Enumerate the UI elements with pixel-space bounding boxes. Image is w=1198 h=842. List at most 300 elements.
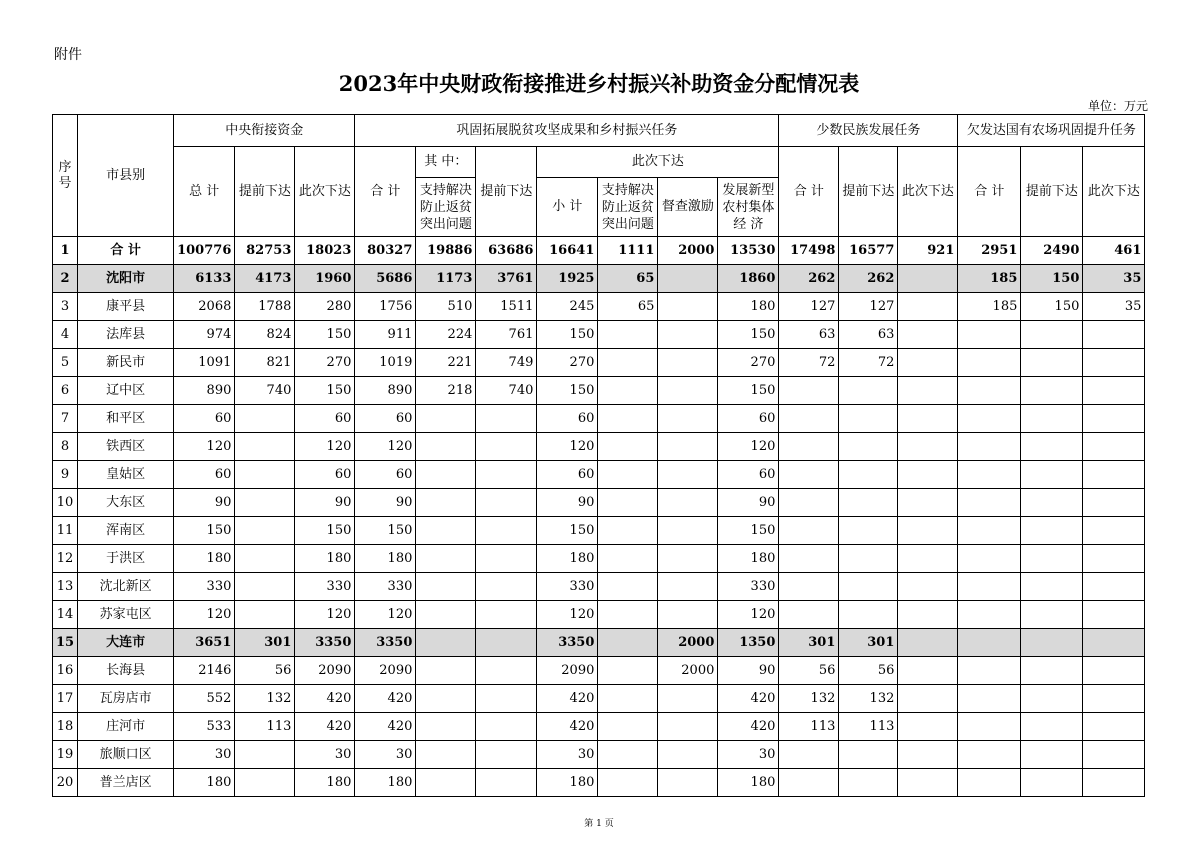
value-cell: 270 bbox=[537, 349, 598, 377]
value-cell: 120 bbox=[355, 433, 416, 461]
value-cell bbox=[658, 601, 718, 629]
value-cell bbox=[1021, 713, 1083, 741]
county-cell: 普兰店区 bbox=[78, 769, 174, 797]
value-cell: 280 bbox=[295, 293, 355, 321]
seq-cell: 20 bbox=[53, 769, 78, 797]
value-cell: 150 bbox=[718, 321, 779, 349]
value-cell bbox=[235, 433, 295, 461]
value-cell bbox=[658, 265, 718, 293]
value-cell: 132 bbox=[839, 685, 898, 713]
value-cell bbox=[235, 461, 295, 489]
table-row bbox=[53, 657, 1145, 685]
value-cell: 60 bbox=[174, 405, 235, 433]
table-row bbox=[53, 461, 1145, 489]
seq-cell: 19 bbox=[53, 741, 78, 769]
table-row bbox=[53, 517, 1145, 545]
value-cell bbox=[476, 601, 537, 629]
value-cell bbox=[779, 405, 839, 433]
table-row bbox=[53, 545, 1145, 573]
value-cell bbox=[898, 601, 958, 629]
value-cell bbox=[658, 461, 718, 489]
value-cell bbox=[658, 741, 718, 769]
table-row bbox=[53, 573, 1145, 601]
value-cell: 13530 bbox=[718, 237, 779, 265]
value-cell: 180 bbox=[174, 769, 235, 797]
value-cell bbox=[1021, 377, 1083, 405]
value-cell bbox=[1021, 573, 1083, 601]
header-minority: 少数民族发展任务 bbox=[779, 115, 958, 147]
value-cell: 120 bbox=[537, 433, 598, 461]
value-cell bbox=[235, 517, 295, 545]
value-cell: 1350 bbox=[718, 629, 779, 657]
value-cell: 330 bbox=[718, 573, 779, 601]
value-cell bbox=[658, 517, 718, 545]
value-cell: 63686 bbox=[476, 237, 537, 265]
value-cell bbox=[1083, 741, 1145, 769]
value-cell: 552 bbox=[174, 685, 235, 713]
seq-cell: 7 bbox=[53, 405, 78, 433]
value-cell bbox=[235, 601, 295, 629]
county-cell: 庄河市 bbox=[78, 713, 174, 741]
value-cell bbox=[1021, 517, 1083, 545]
value-cell: 120 bbox=[718, 433, 779, 461]
value-cell: 221 bbox=[416, 349, 476, 377]
value-cell: 113 bbox=[235, 713, 295, 741]
seq-cell: 11 bbox=[53, 517, 78, 545]
value-cell bbox=[416, 713, 476, 741]
value-cell: 301 bbox=[779, 629, 839, 657]
value-cell: 180 bbox=[537, 769, 598, 797]
header-county: 市县别 bbox=[78, 115, 174, 237]
value-cell: 90 bbox=[355, 489, 416, 517]
value-cell: 1860 bbox=[718, 265, 779, 293]
value-cell: 90 bbox=[718, 657, 779, 685]
value-cell bbox=[1083, 377, 1145, 405]
value-cell: 185 bbox=[958, 265, 1021, 293]
county-cell: 新民市 bbox=[78, 349, 174, 377]
value-cell: 1788 bbox=[235, 293, 295, 321]
value-cell: 1960 bbox=[295, 265, 355, 293]
value-cell bbox=[658, 769, 718, 797]
value-cell: 890 bbox=[355, 377, 416, 405]
value-cell bbox=[598, 517, 658, 545]
value-cell bbox=[598, 713, 658, 741]
value-cell: 63 bbox=[779, 321, 839, 349]
value-cell bbox=[1021, 601, 1083, 629]
table-row bbox=[53, 321, 1145, 349]
value-cell: 60 bbox=[718, 405, 779, 433]
header-subtotal: 小 计 bbox=[537, 178, 598, 237]
value-cell: 150 bbox=[295, 321, 355, 349]
value-cell bbox=[1083, 349, 1145, 377]
value-cell bbox=[1083, 405, 1145, 433]
value-cell: 911 bbox=[355, 321, 416, 349]
value-cell bbox=[958, 741, 1021, 769]
value-cell: 150 bbox=[355, 517, 416, 545]
value-cell bbox=[779, 769, 839, 797]
value-cell bbox=[476, 545, 537, 573]
value-cell bbox=[898, 629, 958, 657]
value-cell bbox=[598, 321, 658, 349]
header-supervise: 督查激励 bbox=[658, 178, 718, 237]
value-cell: 330 bbox=[174, 573, 235, 601]
value-cell bbox=[416, 433, 476, 461]
value-cell: 60 bbox=[537, 461, 598, 489]
header-minority-early: 提前下达 bbox=[839, 147, 898, 237]
value-cell: 30 bbox=[537, 741, 598, 769]
value-cell bbox=[658, 349, 718, 377]
county-cell: 和平区 bbox=[78, 405, 174, 433]
value-cell bbox=[958, 573, 1021, 601]
value-cell bbox=[779, 517, 839, 545]
value-cell: 60 bbox=[295, 461, 355, 489]
value-cell: 824 bbox=[235, 321, 295, 349]
value-cell bbox=[416, 685, 476, 713]
value-cell: 120 bbox=[295, 433, 355, 461]
value-cell bbox=[476, 657, 537, 685]
seq-cell: 4 bbox=[53, 321, 78, 349]
value-cell: 749 bbox=[476, 349, 537, 377]
value-cell: 1756 bbox=[355, 293, 416, 321]
value-cell: 3350 bbox=[295, 629, 355, 657]
value-cell: 3350 bbox=[537, 629, 598, 657]
value-cell bbox=[958, 713, 1021, 741]
value-cell bbox=[839, 489, 898, 517]
value-cell bbox=[898, 321, 958, 349]
value-cell: 63 bbox=[839, 321, 898, 349]
value-cell: 150 bbox=[537, 321, 598, 349]
value-cell bbox=[779, 741, 839, 769]
value-cell bbox=[598, 601, 658, 629]
value-cell bbox=[598, 657, 658, 685]
seq-cell: 14 bbox=[53, 601, 78, 629]
value-cell: 301 bbox=[839, 629, 898, 657]
value-cell bbox=[1083, 461, 1145, 489]
value-cell: 120 bbox=[174, 433, 235, 461]
value-cell bbox=[416, 601, 476, 629]
value-cell: 113 bbox=[779, 713, 839, 741]
value-cell: 740 bbox=[476, 377, 537, 405]
value-cell bbox=[658, 713, 718, 741]
county-cell: 合 计 bbox=[78, 237, 174, 265]
value-cell bbox=[476, 405, 537, 433]
value-cell bbox=[958, 517, 1021, 545]
value-cell bbox=[476, 629, 537, 657]
value-cell bbox=[416, 769, 476, 797]
value-cell bbox=[898, 713, 958, 741]
value-cell: 180 bbox=[355, 769, 416, 797]
value-cell: 113 bbox=[839, 713, 898, 741]
county-cell: 辽中区 bbox=[78, 377, 174, 405]
value-cell bbox=[476, 573, 537, 601]
value-cell: 56 bbox=[839, 657, 898, 685]
seq-cell: 8 bbox=[53, 433, 78, 461]
value-cell: 90 bbox=[295, 489, 355, 517]
value-cell: 3761 bbox=[476, 265, 537, 293]
value-cell: 761 bbox=[476, 321, 537, 349]
value-cell bbox=[1021, 769, 1083, 797]
header-farm-now: 此次下达 bbox=[1083, 147, 1145, 237]
header-support-early: 支持解决防止返贫突出问题 bbox=[416, 178, 476, 237]
value-cell bbox=[958, 321, 1021, 349]
county-cell: 于洪区 bbox=[78, 545, 174, 573]
value-cell: 180 bbox=[718, 545, 779, 573]
value-cell: 1173 bbox=[416, 265, 476, 293]
value-cell: 16641 bbox=[537, 237, 598, 265]
value-cell: 2090 bbox=[537, 657, 598, 685]
value-cell: 60 bbox=[537, 405, 598, 433]
value-cell: 60 bbox=[718, 461, 779, 489]
value-cell: 330 bbox=[355, 573, 416, 601]
value-cell: 180 bbox=[537, 545, 598, 573]
value-cell bbox=[898, 769, 958, 797]
value-cell bbox=[235, 573, 295, 601]
county-cell: 大连市 bbox=[78, 629, 174, 657]
page-title: 2023年中央财政衔接推进乡村振兴补助资金分配情况表 bbox=[338, 71, 860, 96]
value-cell: 185 bbox=[958, 293, 1021, 321]
value-cell bbox=[839, 433, 898, 461]
value-cell bbox=[1021, 657, 1083, 685]
table-row bbox=[53, 741, 1145, 769]
value-cell bbox=[598, 769, 658, 797]
value-cell bbox=[839, 517, 898, 545]
value-cell bbox=[1083, 517, 1145, 545]
value-cell: 420 bbox=[718, 713, 779, 741]
header-central: 中央衔接资金 bbox=[174, 115, 355, 147]
value-cell: 72 bbox=[839, 349, 898, 377]
value-cell bbox=[958, 377, 1021, 405]
value-cell bbox=[416, 629, 476, 657]
value-cell: 330 bbox=[537, 573, 598, 601]
value-cell: 150 bbox=[537, 377, 598, 405]
value-cell: 90 bbox=[174, 489, 235, 517]
value-cell bbox=[598, 629, 658, 657]
value-cell bbox=[1021, 461, 1083, 489]
value-cell bbox=[1083, 601, 1145, 629]
value-cell: 3651 bbox=[174, 629, 235, 657]
header-farm-total: 合 计 bbox=[958, 147, 1021, 237]
value-cell: 60 bbox=[174, 461, 235, 489]
county-cell: 瓦房店市 bbox=[78, 685, 174, 713]
seq-cell: 6 bbox=[53, 377, 78, 405]
value-cell: 821 bbox=[235, 349, 295, 377]
value-cell bbox=[839, 461, 898, 489]
county-cell: 康平县 bbox=[78, 293, 174, 321]
header-farm: 欠发达国有农场巩固提升任务 bbox=[958, 115, 1145, 147]
value-cell bbox=[779, 601, 839, 629]
value-cell bbox=[898, 377, 958, 405]
value-cell bbox=[779, 377, 839, 405]
value-cell: 180 bbox=[295, 545, 355, 573]
header-consolidate-early: 提前下达 bbox=[476, 147, 537, 237]
county-cell: 铁西区 bbox=[78, 433, 174, 461]
header-support-now: 支持解决防止返贫突出问题 bbox=[598, 178, 658, 237]
value-cell: 420 bbox=[718, 685, 779, 713]
value-cell bbox=[416, 657, 476, 685]
value-cell bbox=[839, 573, 898, 601]
county-cell: 沈阳市 bbox=[78, 265, 174, 293]
value-cell: 35 bbox=[1083, 293, 1145, 321]
value-cell bbox=[779, 461, 839, 489]
value-cell bbox=[898, 657, 958, 685]
value-cell bbox=[416, 517, 476, 545]
value-cell: 461 bbox=[1083, 237, 1145, 265]
header-develop: 发展新型农村集体经 济 bbox=[718, 178, 779, 237]
county-cell: 浑南区 bbox=[78, 517, 174, 545]
value-cell bbox=[476, 433, 537, 461]
header-farm-early: 提前下达 bbox=[1021, 147, 1083, 237]
value-cell: 127 bbox=[779, 293, 839, 321]
value-cell bbox=[958, 405, 1021, 433]
value-cell: 132 bbox=[235, 685, 295, 713]
value-cell: 2090 bbox=[295, 657, 355, 685]
value-cell: 180 bbox=[355, 545, 416, 573]
value-cell bbox=[658, 321, 718, 349]
value-cell: 150 bbox=[295, 377, 355, 405]
value-cell: 218 bbox=[416, 377, 476, 405]
header-minority-now: 此次下达 bbox=[898, 147, 958, 237]
value-cell: 150 bbox=[174, 517, 235, 545]
value-cell bbox=[898, 265, 958, 293]
value-cell bbox=[476, 461, 537, 489]
value-cell bbox=[958, 545, 1021, 573]
value-cell bbox=[898, 741, 958, 769]
value-cell: 180 bbox=[718, 293, 779, 321]
value-cell bbox=[416, 573, 476, 601]
value-cell bbox=[235, 405, 295, 433]
page-number: 第 1 页 bbox=[584, 819, 614, 829]
value-cell: 60 bbox=[355, 405, 416, 433]
value-cell: 56 bbox=[235, 657, 295, 685]
attachment-label: 附件 bbox=[54, 47, 82, 63]
value-cell: 2000 bbox=[658, 657, 718, 685]
value-cell: 270 bbox=[718, 349, 779, 377]
value-cell bbox=[476, 489, 537, 517]
value-cell: 420 bbox=[295, 713, 355, 741]
seq-cell: 1 bbox=[53, 237, 78, 265]
value-cell: 2490 bbox=[1021, 237, 1083, 265]
value-cell bbox=[1021, 629, 1083, 657]
value-cell bbox=[598, 545, 658, 573]
header-central-total: 总 计 bbox=[174, 147, 235, 237]
value-cell: 2090 bbox=[355, 657, 416, 685]
value-cell bbox=[598, 433, 658, 461]
header-consolidate: 巩固拓展脱贫攻坚成果和乡村振兴任务 bbox=[355, 115, 779, 147]
value-cell: 533 bbox=[174, 713, 235, 741]
seq-cell: 12 bbox=[53, 545, 78, 573]
value-cell: 120 bbox=[295, 601, 355, 629]
value-cell bbox=[1083, 321, 1145, 349]
table-row bbox=[53, 713, 1145, 741]
value-cell: 82753 bbox=[235, 237, 295, 265]
value-cell bbox=[658, 545, 718, 573]
seq-cell: 17 bbox=[53, 685, 78, 713]
value-cell bbox=[658, 685, 718, 713]
value-cell bbox=[779, 433, 839, 461]
value-cell bbox=[958, 629, 1021, 657]
value-cell bbox=[598, 461, 658, 489]
value-cell bbox=[1083, 545, 1145, 573]
value-cell: 60 bbox=[295, 405, 355, 433]
value-cell bbox=[235, 741, 295, 769]
header-this-batch: 此次下达 bbox=[537, 147, 779, 178]
seq-cell: 3 bbox=[53, 293, 78, 321]
value-cell bbox=[898, 433, 958, 461]
value-cell bbox=[235, 489, 295, 517]
value-cell: 90 bbox=[537, 489, 598, 517]
value-cell bbox=[898, 573, 958, 601]
value-cell bbox=[658, 405, 718, 433]
seq-cell: 9 bbox=[53, 461, 78, 489]
county-cell: 沈北新区 bbox=[78, 573, 174, 601]
value-cell: 16577 bbox=[839, 237, 898, 265]
value-cell: 120 bbox=[174, 601, 235, 629]
value-cell bbox=[1021, 321, 1083, 349]
value-cell bbox=[598, 685, 658, 713]
value-cell bbox=[1083, 573, 1145, 601]
value-cell bbox=[658, 573, 718, 601]
value-cell bbox=[958, 685, 1021, 713]
table-row bbox=[53, 349, 1145, 377]
value-cell: 301 bbox=[235, 629, 295, 657]
table-row bbox=[53, 265, 1145, 293]
value-cell: 921 bbox=[898, 237, 958, 265]
value-cell bbox=[658, 293, 718, 321]
seq-cell: 18 bbox=[53, 713, 78, 741]
county-cell: 大东区 bbox=[78, 489, 174, 517]
value-cell: 262 bbox=[839, 265, 898, 293]
value-cell bbox=[476, 517, 537, 545]
value-cell bbox=[598, 573, 658, 601]
value-cell bbox=[958, 461, 1021, 489]
value-cell: 2146 bbox=[174, 657, 235, 685]
value-cell: 17498 bbox=[779, 237, 839, 265]
value-cell: 150 bbox=[295, 517, 355, 545]
seq-cell: 10 bbox=[53, 489, 78, 517]
value-cell: 56 bbox=[779, 657, 839, 685]
value-cell: 120 bbox=[355, 601, 416, 629]
value-cell bbox=[598, 349, 658, 377]
value-cell bbox=[416, 741, 476, 769]
value-cell bbox=[235, 545, 295, 573]
value-cell: 60 bbox=[355, 461, 416, 489]
value-cell: 6133 bbox=[174, 265, 235, 293]
value-cell: 180 bbox=[174, 545, 235, 573]
table-row bbox=[53, 685, 1145, 713]
county-cell: 长海县 bbox=[78, 657, 174, 685]
value-cell: 890 bbox=[174, 377, 235, 405]
value-cell: 100776 bbox=[174, 237, 235, 265]
value-cell: 80327 bbox=[355, 237, 416, 265]
value-cell: 420 bbox=[295, 685, 355, 713]
value-cell bbox=[598, 405, 658, 433]
value-cell: 30 bbox=[174, 741, 235, 769]
seq-cell: 16 bbox=[53, 657, 78, 685]
value-cell: 1925 bbox=[537, 265, 598, 293]
value-cell: 132 bbox=[779, 685, 839, 713]
value-cell: 30 bbox=[718, 741, 779, 769]
value-cell bbox=[598, 489, 658, 517]
value-cell bbox=[598, 741, 658, 769]
value-cell bbox=[1021, 433, 1083, 461]
value-cell bbox=[898, 489, 958, 517]
value-cell bbox=[898, 545, 958, 573]
value-cell bbox=[958, 657, 1021, 685]
value-cell: 65 bbox=[598, 293, 658, 321]
value-cell bbox=[476, 769, 537, 797]
county-cell: 法库县 bbox=[78, 321, 174, 349]
value-cell bbox=[898, 517, 958, 545]
